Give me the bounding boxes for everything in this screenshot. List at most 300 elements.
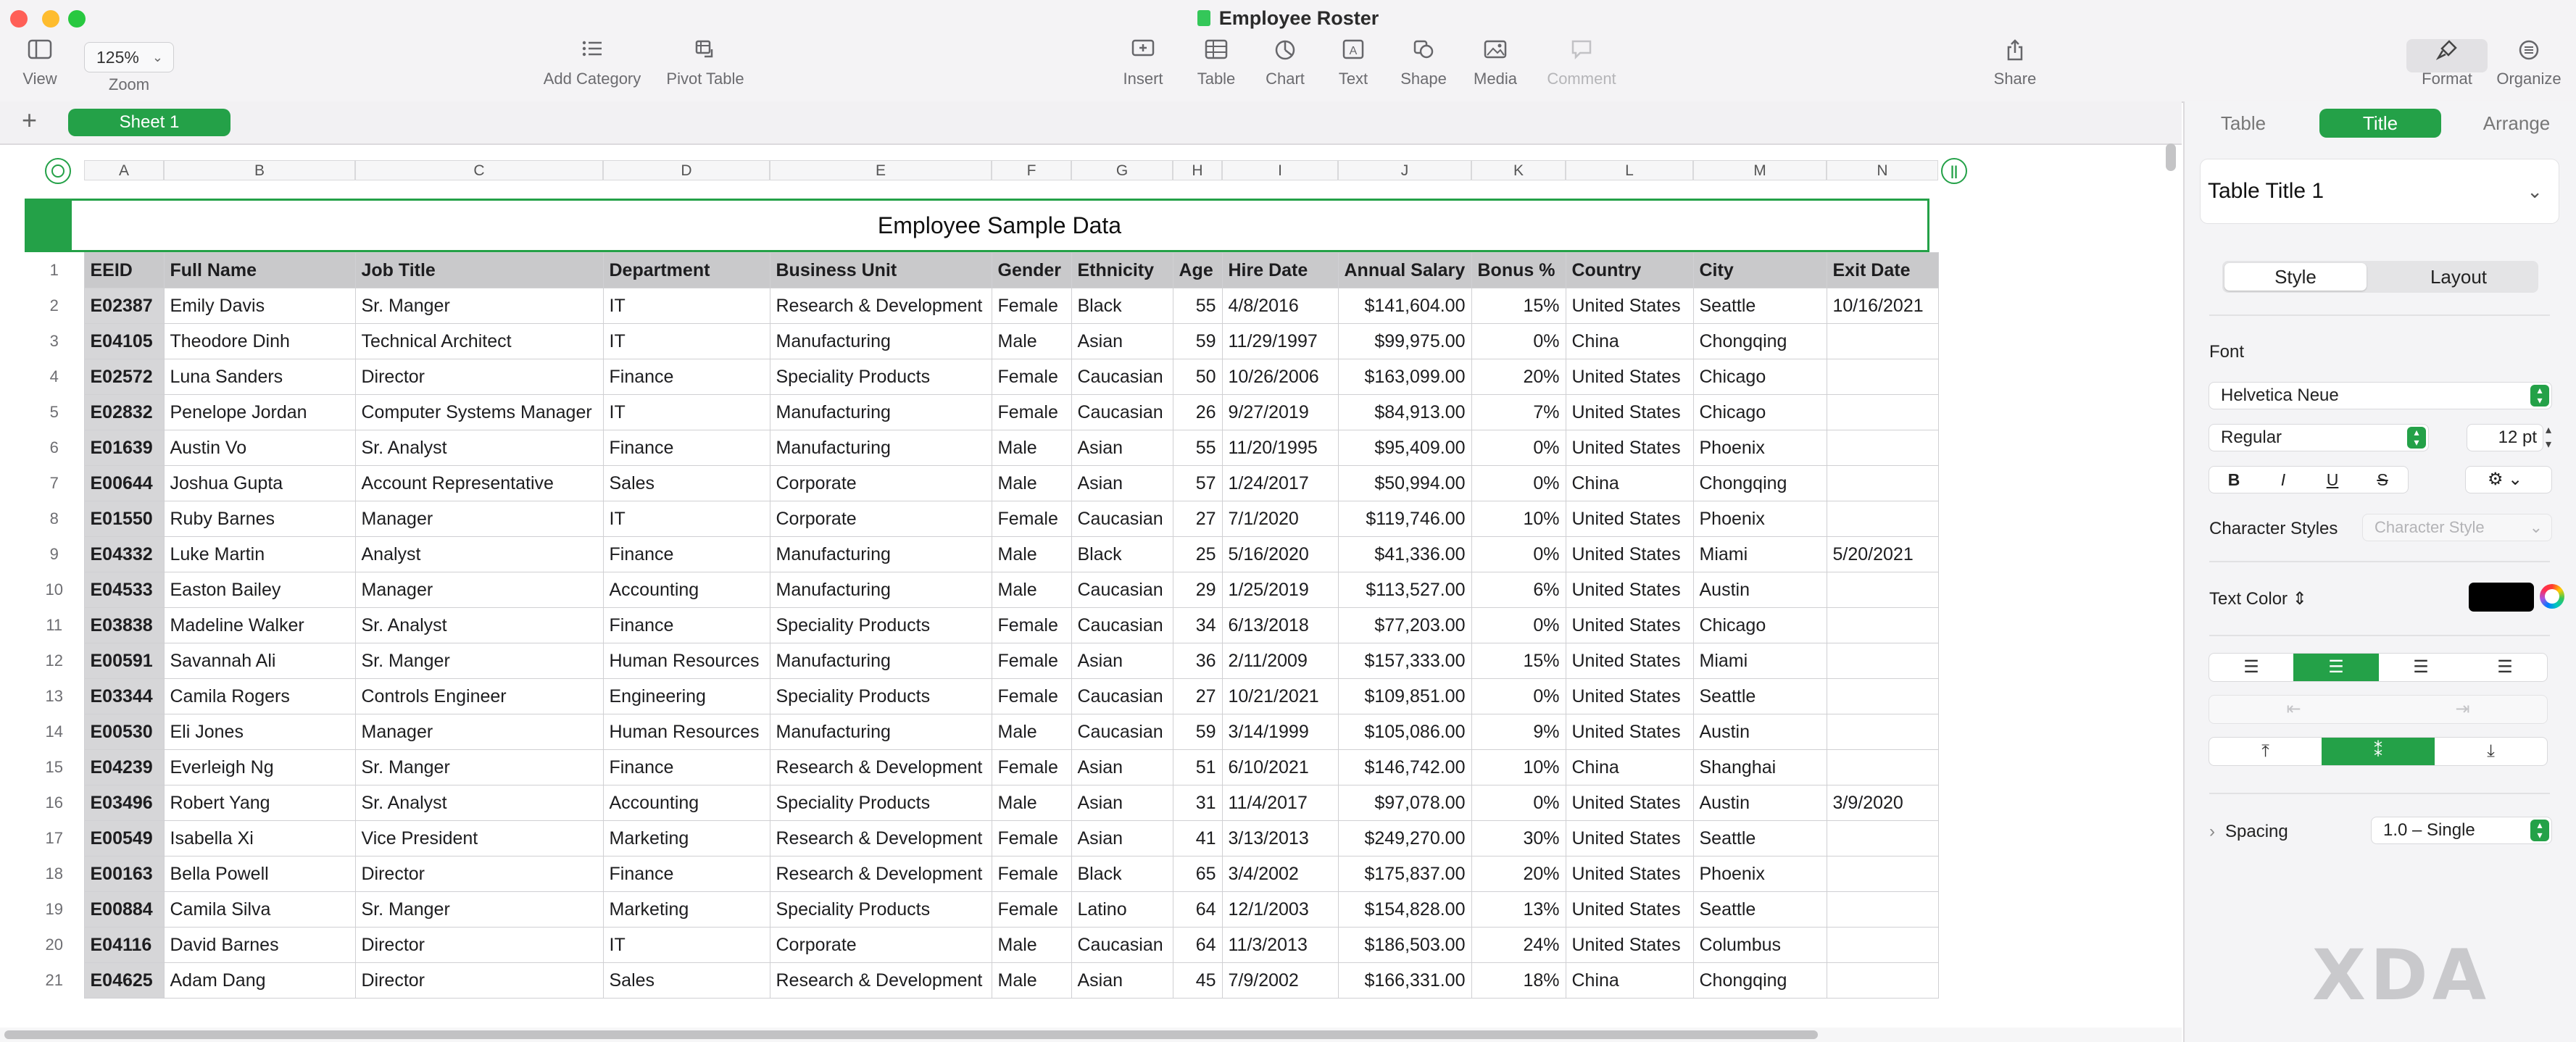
table-cell[interactable]: $99,975.00 [1338,324,1471,359]
table-cell[interactable]: Director [355,359,603,395]
increase-indent-icon[interactable]: ⇥ [2455,699,2470,719]
table-cell[interactable]: 0% [1471,785,1566,821]
table-cell[interactable]: Corporate [770,501,992,537]
sheet-tab-active[interactable]: Sheet 1 [68,109,230,136]
table-cell[interactable]: Female [992,643,1071,679]
table-cell[interactable]: United States [1566,430,1693,466]
table-cell[interactable]: E04239 [84,750,164,785]
table-cell[interactable]: 34 [1173,608,1222,643]
table-cell[interactable]: E03838 [84,608,164,643]
table-cell[interactable]: Engineering [603,679,770,714]
table-cell[interactable]: Isabella Xi [164,821,355,856]
table-cell[interactable]: Caucasian [1071,679,1173,714]
table-cell[interactable]: Seattle [1693,892,1827,928]
decrease-indent-icon[interactable]: ⇤ [2286,699,2301,719]
format-button[interactable]: Format [2414,39,2480,88]
table-cell[interactable]: 1/25/2019 [1222,572,1338,608]
horizontal-scrollbar[interactable] [0,1028,2182,1042]
table-cell[interactable]: $119,746.00 [1338,501,1471,537]
table-cell[interactable]: Accounting [603,572,770,608]
font-weight-select[interactable]: Regular ▴ ▾ [2209,425,2428,451]
table-cell[interactable]: 15% [1471,643,1566,679]
table-cell[interactable]: $157,333.00 [1338,643,1471,679]
table-cell[interactable]: E04105 [84,324,164,359]
table-cell[interactable]: Caucasian [1071,928,1173,963]
table-cell[interactable]: Manufacturing [770,643,992,679]
table-cell[interactable]: Female [992,679,1071,714]
table-cell[interactable]: 11/20/1995 [1222,430,1338,466]
table-cell[interactable]: $77,203.00 [1338,608,1471,643]
organize-button[interactable]: Organize [2490,39,2567,88]
column-letter[interactable]: M [1693,160,1827,180]
table-cell[interactable]: 0% [1471,324,1566,359]
table-cell[interactable]: 20% [1471,856,1566,892]
italic-button[interactable]: I [2280,470,2286,489]
table-cell[interactable]: Penelope Jordan [164,395,355,430]
table-cell[interactable]: China [1566,963,1693,999]
table-button[interactable]: Table [1189,39,1244,88]
row-number[interactable]: 5 [25,395,84,430]
table-cell[interactable]: Research & Development [770,821,992,856]
table-cell[interactable]: 3/13/2013 [1222,821,1338,856]
table-cell[interactable] [1827,963,1938,999]
row-number[interactable]: 17 [25,821,84,856]
table-cell[interactable]: 6/13/2018 [1222,608,1338,643]
table-cell[interactable] [1827,359,1938,395]
text-button[interactable]: A Text [1329,39,1377,88]
table-cell[interactable]: $50,994.00 [1338,466,1471,501]
table-cell[interactable]: 64 [1173,928,1222,963]
table-cell[interactable]: Caucasian [1071,572,1173,608]
table-cell[interactable] [1827,750,1938,785]
table-cell[interactable]: Luna Sanders [164,359,355,395]
table-cell[interactable]: Female [992,750,1071,785]
table-cell[interactable]: David Barnes [164,928,355,963]
table-cell[interactable]: Manufacturing [770,537,992,572]
table-cell[interactable]: Female [992,359,1071,395]
table-cell[interactable]: Asian [1071,643,1173,679]
table-cell[interactable]: Latino [1071,892,1173,928]
table-cell[interactable]: E00644 [84,466,164,501]
table-cell[interactable]: $186,503.00 [1338,928,1471,963]
table-cell[interactable]: 1/24/2017 [1222,466,1338,501]
table-cell[interactable]: Director [355,928,603,963]
table-cell[interactable]: Asian [1071,750,1173,785]
row-number[interactable]: 19 [25,892,84,928]
table-cell[interactable]: $113,527.00 [1338,572,1471,608]
media-button[interactable]: Media [1467,39,1524,88]
table-cell[interactable]: Caucasian [1071,608,1173,643]
table-cell[interactable]: United States [1566,501,1693,537]
table-cell[interactable]: Bella Powell [164,856,355,892]
table-cell[interactable]: Miami [1693,537,1827,572]
table-cell[interactable]: Manufacturing [770,395,992,430]
table-cell[interactable]: $105,086.00 [1338,714,1471,750]
table-cell[interactable] [1827,928,1938,963]
table-cell[interactable]: Manufacturing [770,430,992,466]
table-cell[interactable]: 36 [1173,643,1222,679]
row-number[interactable]: 21 [25,963,84,999]
table-cell[interactable]: Finance [603,430,770,466]
table-cell[interactable]: Technical Architect [355,324,603,359]
table-cell[interactable]: $84,913.00 [1338,395,1471,430]
table-cell[interactable]: 15% [1471,288,1566,324]
table-cell[interactable]: 5/16/2020 [1222,537,1338,572]
table-cell[interactable]: Asian [1071,466,1173,501]
comment-button[interactable]: Comment [1544,39,1619,88]
table-cell[interactable]: Male [992,537,1071,572]
column-letter[interactable]: L [1566,160,1693,180]
table-cell[interactable]: Sr. Manger [355,643,603,679]
column-header[interactable]: Country [1566,253,1693,288]
table-cell[interactable]: IT [603,501,770,537]
table-cell[interactable]: Controls Engineer [355,679,603,714]
table-cell[interactable]: 3/14/1999 [1222,714,1338,750]
tab-table[interactable]: Table [2220,112,2267,134]
column-letter[interactable]: N [1827,160,1938,180]
table-cell[interactable]: Accounting [603,785,770,821]
table-cell[interactable]: Manufacturing [770,714,992,750]
table-cell[interactable]: Sr. Analyst [355,608,603,643]
table-cell[interactable]: Black [1071,856,1173,892]
table-cell[interactable]: Seattle [1693,821,1827,856]
column-header[interactable]: Ethnicity [1071,253,1173,288]
row-number[interactable]: 3 [25,324,84,359]
table-cell[interactable] [1827,821,1938,856]
table-cell[interactable] [1827,395,1938,430]
table-cell[interactable]: Adam Dang [164,963,355,999]
table-cell[interactable]: United States [1566,892,1693,928]
table-cell[interactable]: Analyst [355,537,603,572]
segment-style[interactable]: Style [2224,263,2367,291]
table-cell[interactable]: $97,078.00 [1338,785,1471,821]
table-cell[interactable] [1827,430,1938,466]
table-cell[interactable]: Sr. Analyst [355,430,603,466]
table-cell[interactable]: 6% [1471,572,1566,608]
table-cell[interactable]: Shanghai [1693,750,1827,785]
column-letter[interactable]: J [1338,160,1471,180]
table-cell[interactable]: 50 [1173,359,1222,395]
table-cell[interactable]: United States [1566,821,1693,856]
table-cell[interactable]: China [1566,324,1693,359]
table-cell[interactable]: Female [992,288,1071,324]
table-cell[interactable]: E01639 [84,430,164,466]
column-header[interactable]: Gender [992,253,1071,288]
table-cell[interactable]: Female [992,501,1071,537]
table-cell[interactable]: $154,828.00 [1338,892,1471,928]
table-cell[interactable]: 64 [1173,892,1222,928]
table-cell[interactable]: 9% [1471,714,1566,750]
table-cell[interactable]: Austin [1693,785,1827,821]
text-color-label[interactable]: Text Color ⇕ [2209,589,2307,609]
table-cell[interactable]: Austin Vo [164,430,355,466]
table-cell[interactable]: 10/16/2021 [1827,288,1938,324]
table-cell[interactable]: Finance [603,537,770,572]
table-cell[interactable]: Female [992,395,1071,430]
table-cell[interactable]: United States [1566,537,1693,572]
table-cell[interactable]: IT [603,288,770,324]
text-options-button[interactable] [2466,467,2551,493]
table-cell[interactable]: Asian [1071,324,1173,359]
add-category-button[interactable]: Add Category [538,39,647,88]
table-cell[interactable]: Ruby Barnes [164,501,355,537]
table-cell[interactable]: 59 [1173,714,1222,750]
column-header[interactable]: Annual Salary [1338,253,1471,288]
table-cell[interactable]: 6/10/2021 [1222,750,1338,785]
table-cell[interactable]: Austin [1693,572,1827,608]
table-cell[interactable]: Research & Development [770,856,992,892]
table-select-handle[interactable] [45,158,71,184]
row-number[interactable]: 20 [25,928,84,963]
table-cell[interactable]: Chongqing [1693,324,1827,359]
row-number[interactable]: 6 [25,430,84,466]
font-size-stepper[interactable]: ▴ ▾ [2546,424,2552,451]
column-letter[interactable]: A [84,160,164,180]
column-header[interactable]: Age [1173,253,1222,288]
paragraph-style-dropdown[interactable]: Table Title 1 ⌄ [2201,159,2559,223]
table-cell[interactable] [1827,608,1938,643]
column-letter[interactable]: G [1071,160,1173,180]
insert-button[interactable]: Insert [1115,39,1171,88]
table-cell[interactable]: 5/20/2021 [1827,537,1938,572]
underline-button[interactable]: U [2326,470,2339,489]
table-cell[interactable]: United States [1566,608,1693,643]
table-cell[interactable]: Account Representative [355,466,603,501]
table-cell[interactable]: $41,336.00 [1338,537,1471,572]
table-cell[interactable]: Director [355,856,603,892]
table-cell[interactable] [1827,501,1938,537]
table-cell[interactable]: Everleigh Ng [164,750,355,785]
table-cell[interactable]: Speciality Products [770,785,992,821]
table-cell[interactable]: E00591 [84,643,164,679]
table-cell[interactable]: $166,331.00 [1338,963,1471,999]
table-cell[interactable]: Sales [603,963,770,999]
table-cell[interactable]: Asian [1071,963,1173,999]
view-button[interactable]: View [14,39,65,88]
table-cell[interactable]: Madeline Walker [164,608,355,643]
table-cell[interactable]: China [1566,750,1693,785]
table-cell[interactable]: Chicago [1693,359,1827,395]
row-number[interactable]: 14 [25,714,84,750]
table-cell[interactable]: Asian [1071,785,1173,821]
table-cell[interactable]: Emily Davis [164,288,355,324]
tab-arrange[interactable]: Arrange [2482,112,2551,134]
align-left-icon[interactable]: ☰ [2243,657,2259,677]
table-cell[interactable]: Chicago [1693,608,1827,643]
text-color-well[interactable] [2469,583,2534,612]
table-cell[interactable]: Manufacturing [770,572,992,608]
align-right-icon[interactable]: ☰ [2413,657,2429,677]
table-cell[interactable]: China [1566,466,1693,501]
table-cell[interactable]: Finance [603,856,770,892]
align-top-icon[interactable]: ⤒ [2261,741,2269,761]
table-cell[interactable]: 3/4/2002 [1222,856,1338,892]
table-cell[interactable]: United States [1566,395,1693,430]
font-family-select[interactable]: Helvetica Neue ▴ ▾ [2209,383,2551,409]
table-cell[interactable]: 59 [1173,324,1222,359]
table-cell[interactable]: Phoenix [1693,856,1827,892]
row-number[interactable]: 1 [25,253,84,288]
spacing-select[interactable]: 1.0 – Single ▴ ▾ [2372,817,2551,843]
table-cell[interactable]: E01550 [84,501,164,537]
table-cell[interactable]: Camila Silva [164,892,355,928]
table-cell[interactable]: 10% [1471,501,1566,537]
bold-button[interactable]: B [2227,470,2240,489]
table-cell[interactable]: Speciality Products [770,359,992,395]
table-cell[interactable]: Columbus [1693,928,1827,963]
row-number[interactable]: 11 [25,608,84,643]
row-number[interactable]: 13 [25,679,84,714]
row-number[interactable]: 12 [25,643,84,679]
table-cell[interactable]: Eli Jones [164,714,355,750]
table-cell[interactable]: $175,837.00 [1338,856,1471,892]
table-cell[interactable]: Chongqing [1693,963,1827,999]
table-cell[interactable]: E04625 [84,963,164,999]
table-cell[interactable]: Asian [1071,821,1173,856]
table-cell[interactable]: E03496 [84,785,164,821]
table-cell[interactable]: 24% [1471,928,1566,963]
table-cell[interactable]: United States [1566,785,1693,821]
row-number[interactable]: 18 [25,856,84,892]
scrollbar-thumb[interactable] [4,1030,1818,1039]
table-cell[interactable]: $141,604.00 [1338,288,1471,324]
table-cell[interactable]: Sr. Analyst [355,785,603,821]
font-size-field[interactable]: 12 pt [2467,425,2543,451]
table-cell[interactable]: E02572 [84,359,164,395]
table-cell[interactable] [1827,643,1938,679]
table-cell[interactable]: 2/11/2009 [1222,643,1338,679]
table-cell[interactable]: E04332 [84,537,164,572]
table-cell[interactable]: Black [1071,288,1173,324]
table-cell[interactable]: Computer Systems Manager [355,395,603,430]
column-letter[interactable]: K [1471,160,1566,180]
table-cell[interactable]: Male [992,714,1071,750]
table-cell[interactable]: Phoenix [1693,501,1827,537]
table-cell[interactable]: Speciality Products [770,679,992,714]
table-cell[interactable]: 10/26/2006 [1222,359,1338,395]
table-cell[interactable]: Joshua Gupta [164,466,355,501]
table-cell[interactable]: United States [1566,928,1693,963]
table-cell[interactable]: Female [992,608,1071,643]
table-cell[interactable]: Manager [355,572,603,608]
table-cell[interactable]: $95,409.00 [1338,430,1471,466]
table-cell[interactable]: IT [603,395,770,430]
table-cell[interactable]: 7/9/2002 [1222,963,1338,999]
table-cell[interactable]: Chongqing [1693,466,1827,501]
add-sheet-button[interactable] [22,106,37,135]
row-number[interactable]: 15 [25,750,84,785]
table-cell[interactable] [1827,892,1938,928]
table-cell[interactable]: 51 [1173,750,1222,785]
table-cell[interactable]: 3/9/2020 [1827,785,1938,821]
table-cell[interactable]: 26 [1173,395,1222,430]
row-number[interactable]: 16 [25,785,84,821]
table-cell[interactable]: 41 [1173,821,1222,856]
table-cell[interactable]: Male [992,785,1071,821]
table-cell[interactable]: Finance [603,750,770,785]
align-center-icon[interactable]: ☰ [2293,654,2379,681]
column-header[interactable]: Bonus % [1471,253,1566,288]
table-cell[interactable]: E00549 [84,821,164,856]
table-cell[interactable]: $163,099.00 [1338,359,1471,395]
row-number[interactable]: 9 [25,537,84,572]
table-cell[interactable]: 9/27/2019 [1222,395,1338,430]
table-cell[interactable]: Research & Development [770,963,992,999]
table-cell[interactable]: 29 [1173,572,1222,608]
column-letter[interactable]: D [603,160,770,180]
table-cell[interactable]: Human Resources [603,714,770,750]
table-cell[interactable]: Sr. Manger [355,892,603,928]
table-cell[interactable]: Phoenix [1693,430,1827,466]
sheet-canvas[interactable] [0,145,2182,1042]
table-cell[interactable]: Sales [603,466,770,501]
table-cell[interactable]: Miami [1693,643,1827,679]
table-cell[interactable]: 55 [1173,288,1222,324]
table-cell[interactable]: $249,270.00 [1338,821,1471,856]
table-cell[interactable]: 13% [1471,892,1566,928]
table-cell[interactable]: IT [603,324,770,359]
table-cell[interactable]: Male [992,324,1071,359]
table-cell[interactable]: 0% [1471,430,1566,466]
table-cell[interactable]: 10/21/2021 [1222,679,1338,714]
table-cell[interactable]: Corporate [770,928,992,963]
table-cell[interactable]: Savannah Ali [164,643,355,679]
table-cell[interactable]: 4/8/2016 [1222,288,1338,324]
table-cell[interactable]: $109,851.00 [1338,679,1471,714]
table-cell[interactable]: 27 [1173,679,1222,714]
column-header[interactable]: Department [603,253,770,288]
table-cell[interactable]: Male [992,466,1071,501]
table-cell[interactable]: 55 [1173,430,1222,466]
column-header[interactable]: Business Unit [770,253,992,288]
table-cell[interactable]: 10% [1471,750,1566,785]
table-cell[interactable] [1827,856,1938,892]
column-letter[interactable]: E [770,160,992,180]
pause-icon[interactable]: || [1941,158,1967,184]
table-cell[interactable]: E02387 [84,288,164,324]
pivot-table-button[interactable]: Pivot Table [661,39,749,88]
table-cell[interactable]: 18% [1471,963,1566,999]
table-cell[interactable]: Sr. Manger [355,750,603,785]
table-cell[interactable]: Marketing [603,821,770,856]
table-cell[interactable]: E00884 [84,892,164,928]
table-cell[interactable]: 0% [1471,608,1566,643]
table-cell[interactable]: Seattle [1693,679,1827,714]
table-cell[interactable]: 27 [1173,501,1222,537]
table-cell[interactable]: Female [992,856,1071,892]
table-cell[interactable]: Manufacturing [770,324,992,359]
segment-layout[interactable]: Layout [2430,266,2488,288]
align-bottom-icon[interactable]: ⤓ [2487,741,2495,761]
table-cell[interactable]: Manager [355,714,603,750]
table-cell[interactable]: Female [992,892,1071,928]
table-cell[interactable]: 0% [1471,679,1566,714]
column-header[interactable]: Job Title [355,253,603,288]
table-cell[interactable]: Austin [1693,714,1827,750]
table-cell[interactable]: E00163 [84,856,164,892]
table-cell[interactable]: Caucasian [1071,501,1173,537]
column-letter[interactable]: I [1222,160,1338,180]
table-cell[interactable]: Chicago [1693,395,1827,430]
table-cell[interactable]: United States [1566,572,1693,608]
table-cell[interactable]: $146,742.00 [1338,750,1471,785]
table-cell[interactable]: 65 [1173,856,1222,892]
table-cell[interactable]: IT [603,928,770,963]
table-cell[interactable]: Finance [603,608,770,643]
table-cell[interactable]: Caucasian [1071,714,1173,750]
align-middle-icon[interactable]: ⁑ [2322,738,2435,765]
table-cell[interactable] [1827,679,1938,714]
